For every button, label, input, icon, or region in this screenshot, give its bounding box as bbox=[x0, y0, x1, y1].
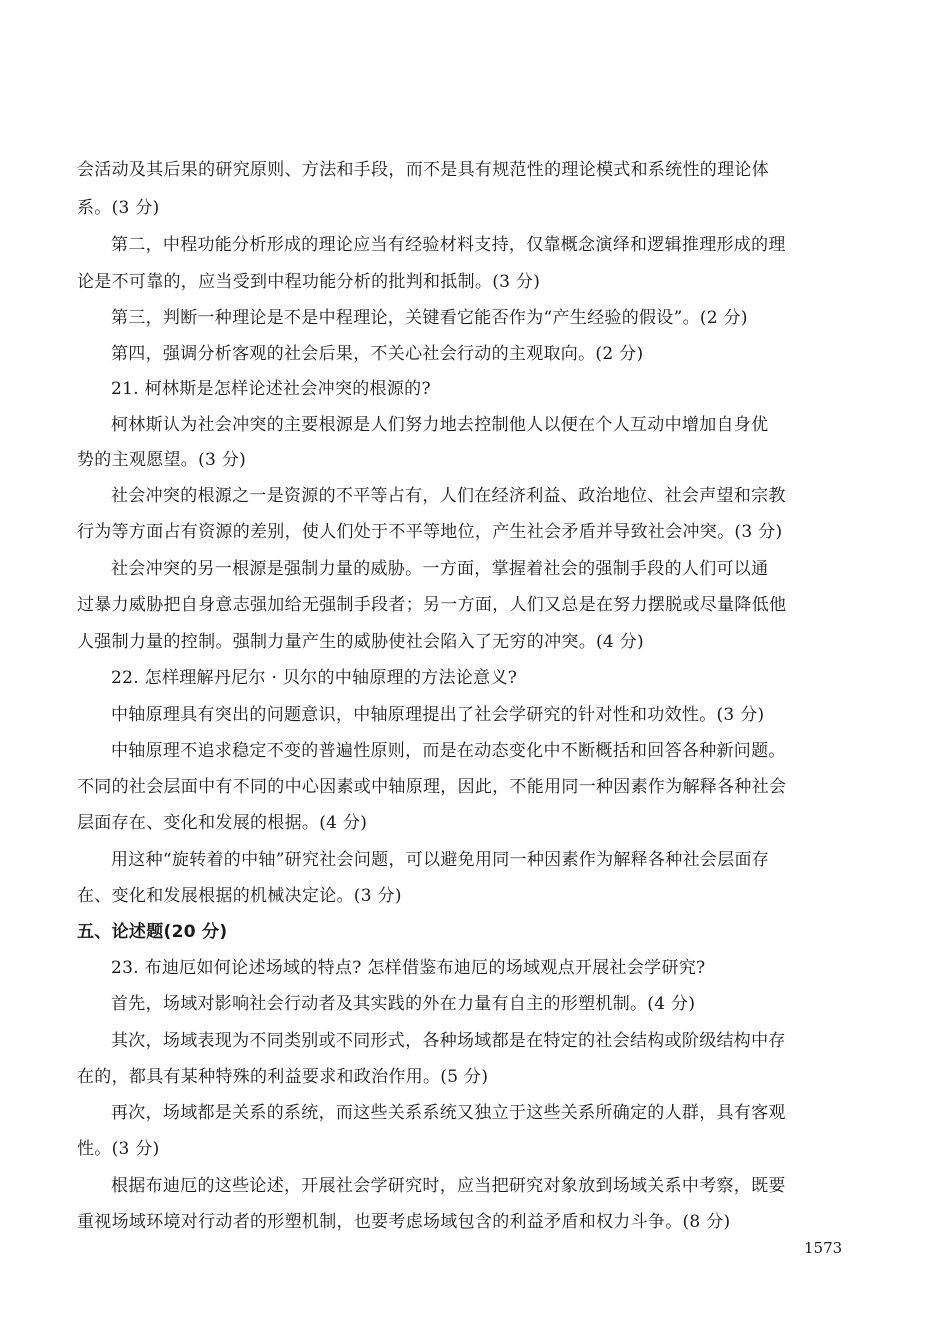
question-23: 23. 布迪厄如何论述场域的特点? 怎样借鉴布迪厄的场域观点开展社会学研究? bbox=[111, 958, 706, 978]
text-line: 在、变化和发展根据的机械决定论。(3 分) bbox=[77, 886, 402, 906]
text-line: 用这种“旋转着的中轴”研究社会问题，可以避免用同一种因素作为解释各种社会层面存 bbox=[111, 850, 770, 870]
section-heading: 五、论述题(20 分) bbox=[77, 922, 228, 942]
text-line: 中轴原理不追求稳定不变的普遍性原则，而是在动态变化中不断概括和回答各种新问题。 bbox=[111, 741, 786, 761]
text-line: 首先，场域对影响社会行动者及其实践的外在力量有自主的形塑机制。(4 分) bbox=[111, 994, 696, 1014]
text-line: 中轴原理具有突出的问题意识，中轴原理提出了社会学研究的针对性和功效性。(3 分) bbox=[111, 705, 765, 725]
text-line: 在的，都具有某种特殊的利益要求和政治作用。(5 分) bbox=[77, 1067, 489, 1087]
text-line: 性。(3 分) bbox=[77, 1139, 160, 1159]
question-21: 21. 柯林斯是怎样论述社会冲突的根源的? bbox=[111, 379, 431, 399]
text-line: 其次，场域表现为不同类别或不同形式，各种场域都是在特定的社会结构或阶级结构中存 bbox=[111, 1031, 786, 1051]
text-line: 再次，场域都是关系的系统，而这些关系系统又独立于这些关系所确定的人群，具有客观 bbox=[111, 1103, 786, 1123]
text-line: 论是不可靠的，应当受到中程功能分析的批判和抵制。(3 分) bbox=[77, 272, 541, 292]
text-line: 社会冲突的另一根源是强制力量的威胁。一方面，掌握着社会的强制手段的人们可以通 bbox=[111, 559, 769, 579]
page-number: 1573 bbox=[804, 1239, 843, 1257]
text-line: 过暴力威胁把自身意志强加给无强制手段者；另一方面，人们又总是在努力摆脱或尽量降低他 bbox=[77, 595, 787, 615]
text-line: 层面存在、变化和发展的根据。(4 分) bbox=[77, 813, 368, 833]
text-line: 不同的社会层面中有不同的中心因素或中轴原理，因此，不能用同一种因素作为解释各种社会 bbox=[77, 777, 787, 797]
text-line: 柯林斯认为社会冲突的主要根源是人们努力地去控制他人以便在个人互动中增加自身优 bbox=[111, 415, 769, 435]
text-line: 人强制力量的控制。强制力量产生的威胁使社会陷入了无穷的冲突。(4 分) bbox=[77, 632, 644, 652]
text-line: 第四，强调分析客观的社会后果，不关心社会行动的主观取向。(2 分) bbox=[111, 344, 644, 364]
text-line: 根据布迪厄的这些论述，开展社会学研究时，应当把研究对象放到场域关系中考察，既要 bbox=[111, 1176, 786, 1196]
text-line: 社会冲突的根源之一是资源的不平等占有，人们在经济利益、政治地位、社会声望和宗教 bbox=[111, 486, 786, 506]
text-line: 第三，判断一种理论是不是中程理论，关键看它能否作为“产生经验的假设”。(2 分) bbox=[111, 308, 748, 328]
text-line: 系。(3 分) bbox=[77, 198, 160, 218]
question-22: 22. 怎样理解丹尼尔 · 贝尔的中轴原理的方法论意义? bbox=[111, 668, 518, 688]
text-line: 势的主观愿望。(3 分) bbox=[77, 450, 247, 470]
text-line: 会活动及其后果的研究原则、方法和手段，而不是具有规范性的理论模式和系统性的理论体 bbox=[77, 160, 769, 180]
text-line: 重视场域环境对行动者的形塑机制，也要考虑场域包含的利益矛盾和权力斗争。(8 分) bbox=[77, 1212, 731, 1232]
text-line: 第二，中程功能分析形成的理论应当有经验材料支持，仅靠概念演绎和逻辑推理形成的理 bbox=[111, 235, 786, 255]
text-line: 行为等方面占有资源的差别，使人们处于不平等地位，产生社会矛盾并导致社会冲突。(3 分) bbox=[77, 522, 783, 542]
